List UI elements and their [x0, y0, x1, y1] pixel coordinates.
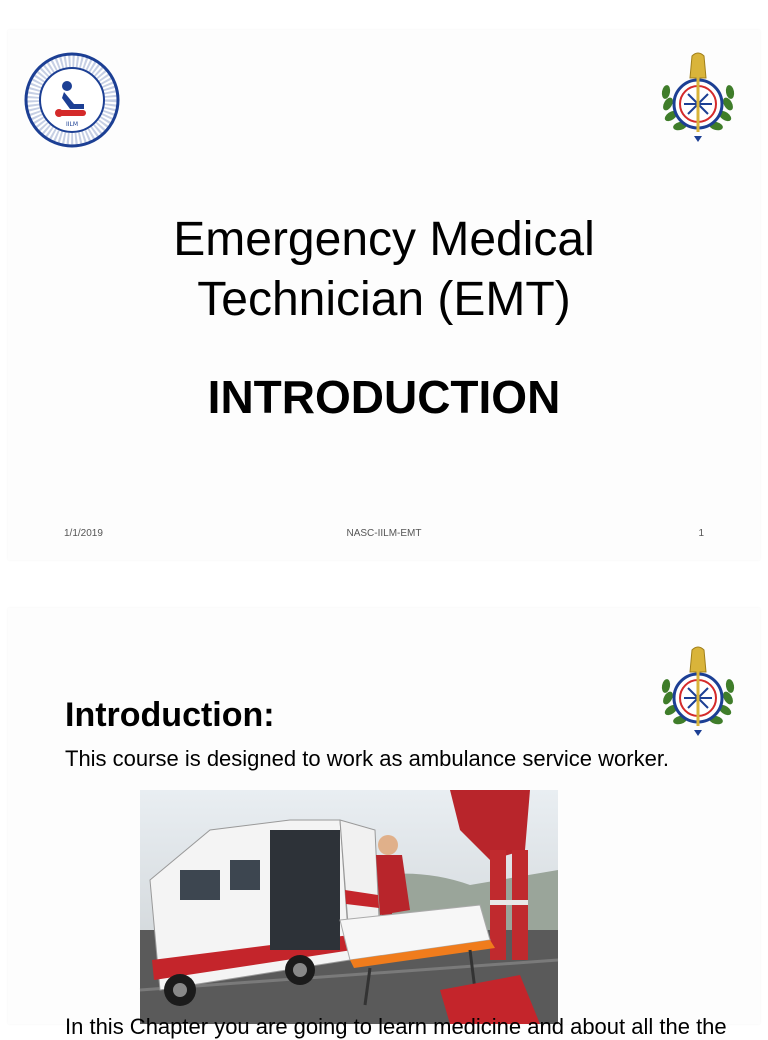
- introduction-slide: [8, 608, 760, 1039]
- section-heading: Introduction:: [65, 696, 275, 734]
- footer-date: 1/1/2019: [64, 528, 103, 539]
- footer-course-code: NASC-IILM-EMT: [346, 528, 422, 539]
- slide-title: [8, 210, 760, 330]
- title-line-2: Technician (EMT): [197, 273, 571, 326]
- section-body: This course is designed to work as ambulance service worker.: [65, 746, 670, 771]
- medical-emblem: [654, 48, 742, 144]
- institute-logo: [24, 52, 120, 148]
- ambulance-photo: [140, 790, 558, 1024]
- medical-emblem: [654, 642, 742, 738]
- footer-page-number: 1: [698, 528, 704, 539]
- title-line-1: Emergency Medical: [173, 213, 595, 266]
- section-body-continued: In this Chapter you are going to learn medicine and about all the the: [65, 1014, 727, 1039]
- svg-text:IILM: IILM: [65, 121, 79, 128]
- slide-subtitle: INTRODUCTION: [207, 371, 561, 423]
- title-slide: [8, 30, 760, 560]
